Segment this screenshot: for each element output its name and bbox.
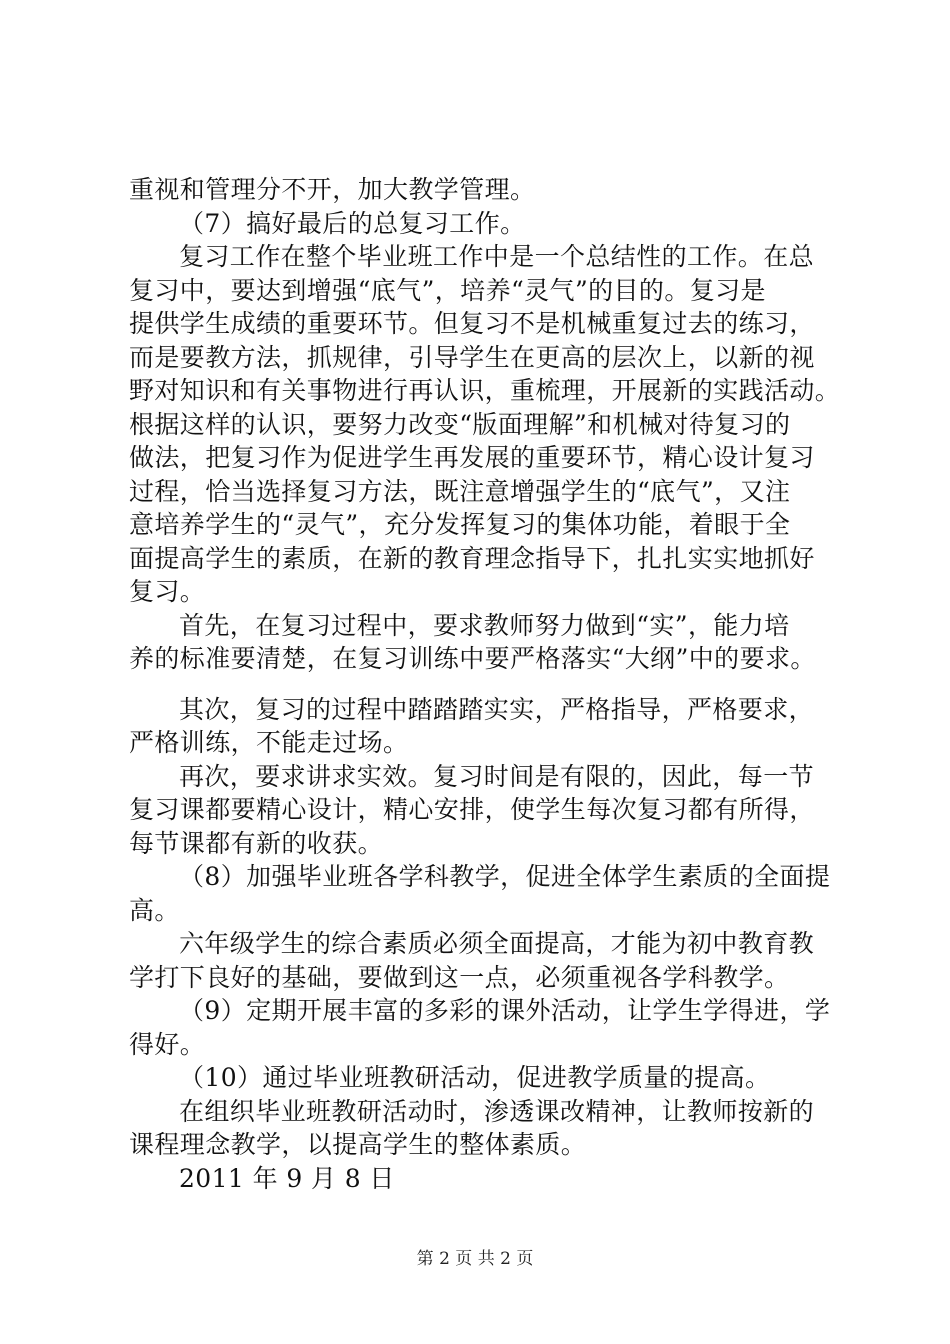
body-line: 六年级学生的综合素质必须全面提高，才能为初中教育教 bbox=[179, 929, 815, 958]
body-line: 做法，把复习作为促进学生再发展的重要环节，精心设计复习 bbox=[129, 443, 815, 472]
body-line: 在组织毕业班教研活动时，渗透课改精神，让教师按新的 bbox=[179, 1097, 815, 1126]
body-line: 过程，恰当选择复习方法，既注意增强学生的“底气”，又注 bbox=[129, 477, 791, 506]
body-line: 重视和管理分不开，加大教学管理。 bbox=[129, 175, 536, 204]
body-line: 复习课都要精心设计，精心安排，使学生每次复习都有所得， bbox=[129, 795, 815, 824]
body-line: 高。 bbox=[129, 896, 180, 925]
section-heading-10: （10）通过毕业班教研活动，促进教学质量的提高。 bbox=[179, 1063, 771, 1092]
body-line: 得好。 bbox=[129, 1030, 206, 1059]
body-line: 意培养学生的“灵气”，充分发挥复习的集体功能，着眼于全 bbox=[129, 510, 791, 539]
document-date: 2011 年 9 月 8 日 bbox=[179, 1164, 395, 1193]
body-line: 面提高学生的素质，在新的教育理念指导下，扎扎实实地抓好 bbox=[129, 544, 815, 573]
body-line: 每节课都有新的收获。 bbox=[129, 829, 384, 858]
body-line: 再次，要求讲求实效。复习时间是有限的，因此，每一节 bbox=[179, 762, 815, 791]
body-line: 其次，复习的过程中踏踏踏实实，严格指导，严格要求， bbox=[179, 695, 815, 724]
body-line: 复习。 bbox=[129, 577, 206, 606]
body-line: 而是要教方法，抓规律，引导学生在更高的层次上，以新的视 bbox=[129, 343, 815, 372]
body-line: 首先，在复习过程中，要求教师努力做到“实”，能力培 bbox=[179, 611, 790, 640]
body-line: 提供学生成绩的重要环节。但复习不是机械重复过去的练习， bbox=[129, 309, 815, 338]
section-heading-8: （8）加强毕业班各学科教学，促进全体学生素质的全面提 bbox=[179, 862, 831, 891]
section-heading-9: （9）定期开展丰富的多彩的课外活动，让学生学得进，学 bbox=[179, 996, 831, 1025]
body-line: 复习中，要达到增强“底气”，培养“灵气”的目的。复习是 bbox=[129, 276, 766, 305]
body-line: 学打下良好的基础，要做到这一点，必须重视各学科教学。 bbox=[129, 963, 790, 992]
body-line: 根据这样的认识，要努力改变“版面理解”和机械对待复习的 bbox=[129, 410, 791, 439]
body-line: 养的标准要清楚，在复习训练中要严格落实“大纲”中的要求。 bbox=[129, 644, 816, 673]
body-line: 课程理念教学，以提高学生的整体素质。 bbox=[129, 1130, 587, 1159]
section-heading-7: （7）搞好最后的总复习工作。 bbox=[179, 209, 526, 238]
page-number-footer: 第 2 页 共 2 页 bbox=[416, 1249, 534, 1269]
body-line: 野对知识和有关事物进行再认识，重梳理，开展新的实践活动。 bbox=[129, 376, 841, 405]
body-line: 复习工作在整个毕业班工作中是一个总结性的工作。在总 bbox=[179, 242, 815, 271]
body-line: 严格训练，不能走过场。 bbox=[129, 728, 409, 757]
